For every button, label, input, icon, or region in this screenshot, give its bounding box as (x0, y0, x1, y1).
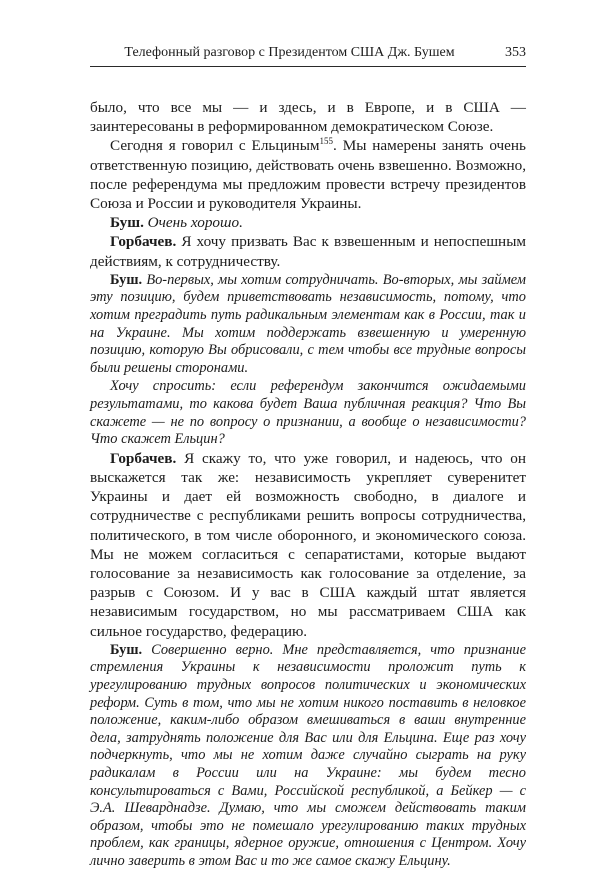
paragraph-text: Я хочу призвать Вас к взвешенным и непоспешным действиям, к сотрудничеству. (90, 233, 527, 270)
speaker-bush: Буш. (110, 641, 143, 658)
running-head-title: Телефонный разговор с Президентом США Дж. Бушем (124, 45, 455, 60)
body-text (90, 98, 526, 871)
paragraph-gorbachev (90, 232, 526, 270)
speaker-gorbachev: Горбачев. (110, 233, 177, 251)
paragraph-bush (90, 272, 526, 378)
paragraph-bush (90, 213, 526, 232)
paragraph-text: Во-первых, мы хотим сотрудничать. Во-вторых, мы займем эту позицию, будем приветствовать независимость, потому, что хотим преградить путь радикальным элементам как в России, так и на Украине. Мы хотим поддержать взвешенную и умеренную позицию, которую Вы обрисовали, с тем чтобы все трудные вопросы были решены сторонами. (90, 271, 526, 376)
page-number: 353 (505, 45, 526, 60)
speaker-bush: Буш. (110, 214, 144, 232)
paragraph-text: Я скажу то, что уже говорил, и надеюсь, что он выскажется так же: независимость укрепляет суверенитет Украины и дает ей возможность свободно, в диалоге и сотрудничестве с республиками решить вопросы сотрудничества, политического, в том числе оборонного, и экономического союза. Мы не можем согласиться с сепаратистами, которые выдают голосование за независимость как голосование за отделение, за разрыв с Союзом. И у вас в США каждый штат является независимым государством, но мы рассматриваем США как сильное государство, федерацию. (90, 449, 527, 640)
paragraph-gorbachev (90, 449, 526, 641)
paragraph-text: Очень хорошо. (147, 214, 243, 232)
paragraph-continuation (90, 98, 526, 136)
paragraph-text: Совершенно верно. Мне представляется, что признание стремления Украины к независимости проложит путь к урегулированию трудных вопросов политических и экономических реформ. Суть в том, что мы не хотим никого поставить в неловкое положение, каким-либо образом вмешиваться в ваши внутренние дела, затруднять положение для Вас или для Ельцина. Еще раз хочу подчеркнуть, что мы не хотим даже случайно сыграть на руку радикалам в России или на Украине: мы будем тесно консультироваться с Вами, Российской республикой, а Бейкер — с Э.А. Шеварднадзе. Думаю, что мы сможем действовать таким образом, чтобы это не помешало урегулированию таких трудных проблем, как границы, ядерное оружие, отношения с Центром. Хочу лично заверить в этом Вас и то же самое скажу Ельцину. (90, 641, 526, 869)
paragraph-text: . Мы намерены занять очень ответственную позицию, действовать очень взвешенно. Возможно, после референдума мы предложим провести встречу президентов Союза и России и руководителя Украины. (90, 137, 526, 213)
paragraph-text: Сегодня я говорил с Ельциным (110, 137, 320, 155)
paragraph-text: Хочу спросить: если референдум закончится ожидаемыми результатами, то какова будет Ваша публичная реакция? Что Вы скажете — не по вопросу о признании, а вообще о независимости? Что скажет Ельцин? (90, 378, 526, 448)
paragraph-bush-continued (90, 378, 526, 448)
paragraph-gorbachev-continued (90, 136, 526, 213)
speaker-bush: Буш. (110, 271, 143, 288)
paragraph-bush (90, 642, 526, 871)
footnote-ref: 155 (319, 136, 334, 147)
speaker-gorbachev: Горбачев. (110, 449, 177, 467)
paragraph-text: было, что все мы — и здесь, и в Европе, и в США — заинтересованы в реформированном демократическом Союзе. (90, 99, 526, 136)
running-head (90, 44, 526, 67)
